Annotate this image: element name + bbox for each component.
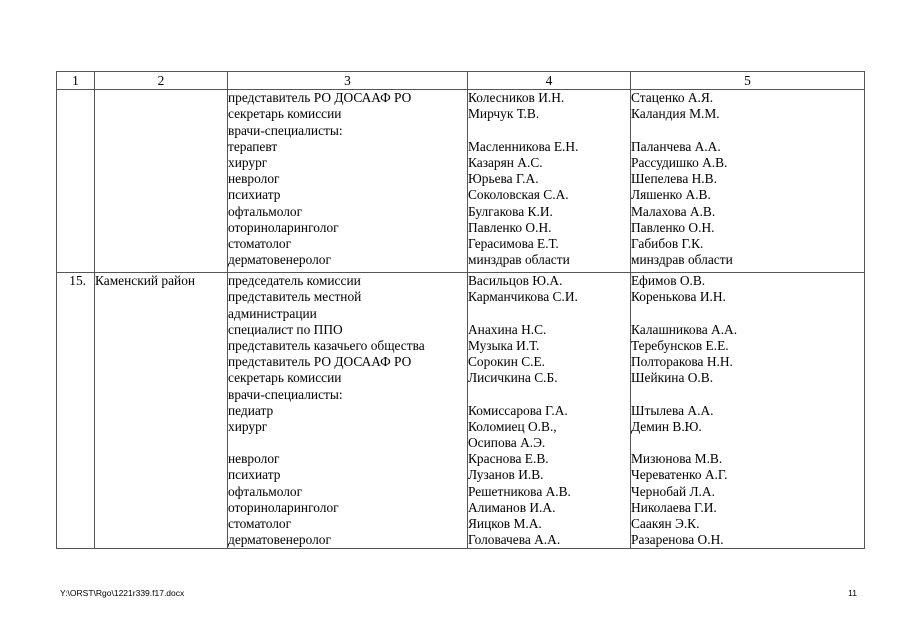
commission-table <box>56 71 865 549</box>
role-line: врачи-специалисты: <box>228 386 343 402</box>
reserve-line: Коренькова И.Н. <box>631 289 726 305</box>
header-cell-5: 5 <box>631 72 865 90</box>
role-line: оториноларинголог <box>228 499 339 515</box>
reserve-line <box>631 306 864 322</box>
role-line: офтальмолог <box>228 483 303 499</box>
reserve-line <box>631 387 864 403</box>
member-line: Осипова А.Э. <box>468 435 546 451</box>
reserve-line: Рассудишко А.В. <box>631 154 728 170</box>
role-line: невролог <box>228 171 280 187</box>
member-line: Юрьева Г.А. <box>468 171 539 187</box>
role-line: администрации <box>228 305 317 321</box>
reserve-line: минздрав области <box>631 252 733 268</box>
header-cell-4: 4 <box>468 72 631 90</box>
header-cell-3: 3 <box>228 72 468 90</box>
role-line: дерматовенеролог <box>228 532 331 548</box>
role-line: хирург <box>228 418 268 434</box>
member-line: Герасимова Е.Т. <box>468 235 559 251</box>
reserve-line: Ефимов О.В. <box>631 273 706 289</box>
member-line: Яицков М.А. <box>468 516 542 532</box>
member-line <box>468 123 630 139</box>
reserve-line: Шейкина О.В. <box>631 370 714 386</box>
role-line: оториноларинголог <box>228 219 339 235</box>
role-line: офтальмолог <box>228 203 303 219</box>
member-line: Краснова Е.В. <box>468 451 549 467</box>
role-line <box>228 435 467 451</box>
reserve-line: Теребунсков Е.Е. <box>631 337 729 353</box>
role-line: врачи-специалисты: <box>228 122 343 138</box>
member-line: Музыка И.Т. <box>468 337 540 353</box>
page-number: 11 <box>848 588 857 598</box>
reserves-cell <box>631 273 865 549</box>
member-line: Анахина Н.С. <box>468 321 547 337</box>
reserve-line: Мизюнова М.В. <box>631 451 723 467</box>
role-line: секретарь комиссии <box>228 106 342 122</box>
table-row <box>57 273 865 549</box>
reserve-line: Паланчева А.А. <box>631 138 721 154</box>
reserve-line: Калашникова А.А. <box>631 321 738 337</box>
member-line: Коломиец О.В., <box>468 418 557 434</box>
reserve-line: Полторакова Н.Н. <box>631 354 733 370</box>
district-name: Каменский район <box>95 273 228 549</box>
member-line: Головачева А.А. <box>468 532 561 548</box>
reserve-line: Разаренова О.Н. <box>631 532 724 548</box>
member-line: Масленникова Е.Н. <box>468 138 579 154</box>
members-cell <box>468 273 631 549</box>
reserve-line: Череватенко А.Г. <box>631 467 728 483</box>
reserve-line: Ляшенко А.В. <box>631 187 711 203</box>
reserve-line: Демин В.Ю. <box>631 418 702 434</box>
role-line: представитель РО ДОСААФ РО <box>228 354 412 370</box>
member-line: Алиманов И.А. <box>468 499 556 515</box>
member-line: Булгакова К.И. <box>468 203 553 219</box>
file-path: Y:\ORST\Rgo\1221r339.f17.docx <box>60 588 185 598</box>
role-line: психиатр <box>228 467 281 483</box>
district-name <box>95 90 228 273</box>
member-line <box>468 387 630 403</box>
reserve-line: Николаева Г.И. <box>631 499 717 515</box>
reserve-line <box>631 435 864 451</box>
reserves-cell <box>631 90 865 273</box>
member-line: Лисичкина С.Б. <box>468 370 558 386</box>
roles-cell <box>228 90 468 273</box>
member-line <box>468 306 630 322</box>
role-line: невролог <box>228 451 280 467</box>
reserve-line: Саакян Э.К. <box>631 516 700 532</box>
reserve-line: Шепелева Н.В. <box>631 171 717 187</box>
table-row <box>57 90 865 273</box>
member-line: Васильцов Ю.А. <box>468 273 563 289</box>
row-number: 15. <box>57 273 95 549</box>
reserve-line <box>631 123 864 139</box>
role-line: председатель комиссии <box>228 273 361 289</box>
reserve-line: Габибов Г.К. <box>631 235 704 251</box>
header-cell-1: 1 <box>57 72 95 90</box>
member-line: Павленко О.Н. <box>468 219 552 235</box>
members-cell <box>468 90 631 273</box>
member-line: Карманчикова С.И. <box>468 289 578 305</box>
member-line: Соколовская С.А. <box>468 187 569 203</box>
role-line: стоматолог <box>228 516 292 532</box>
member-line: Сорокин С.Е. <box>468 354 546 370</box>
member-line: Мирчук Т.В. <box>468 106 540 122</box>
member-line: Колесников И.Н. <box>468 90 565 106</box>
role-line: секретарь комиссии <box>228 370 342 386</box>
roles-cell <box>228 273 468 549</box>
reserve-line: Малахова А.В. <box>631 203 716 219</box>
role-line: педиатр <box>228 402 274 418</box>
role-line: психиатр <box>228 187 281 203</box>
role-line: терапевт <box>228 138 278 154</box>
reserve-line: Чернобай Л.А. <box>631 483 715 499</box>
role-line: представитель казачьего общества <box>228 337 425 353</box>
role-line: хирург <box>228 154 268 170</box>
member-line: Комиссарова Г.А. <box>468 402 568 418</box>
reserve-line: Каландия М.М. <box>631 106 720 122</box>
role-line: специалист по ППО <box>228 321 343 337</box>
row-number <box>57 90 95 273</box>
role-line: дерматовенеролог <box>228 252 331 268</box>
header-cell-2: 2 <box>95 72 228 90</box>
reserve-line: Штылева А.А. <box>631 402 714 418</box>
header-row <box>57 72 865 90</box>
role-line: представитель РО ДОСААФ РО <box>228 90 412 106</box>
reserve-line: Стаценко А.Я. <box>631 90 714 106</box>
role-line: стоматолог <box>228 235 292 251</box>
member-line: Лузанов И.В. <box>468 467 544 483</box>
role-line: представитель местной <box>228 289 362 305</box>
member-line: Решетникова А.В. <box>468 483 571 499</box>
member-line: минздрав области <box>468 252 570 268</box>
member-line: Казарян А.С. <box>468 154 543 170</box>
reserve-line: Павленко О.Н. <box>631 219 715 235</box>
